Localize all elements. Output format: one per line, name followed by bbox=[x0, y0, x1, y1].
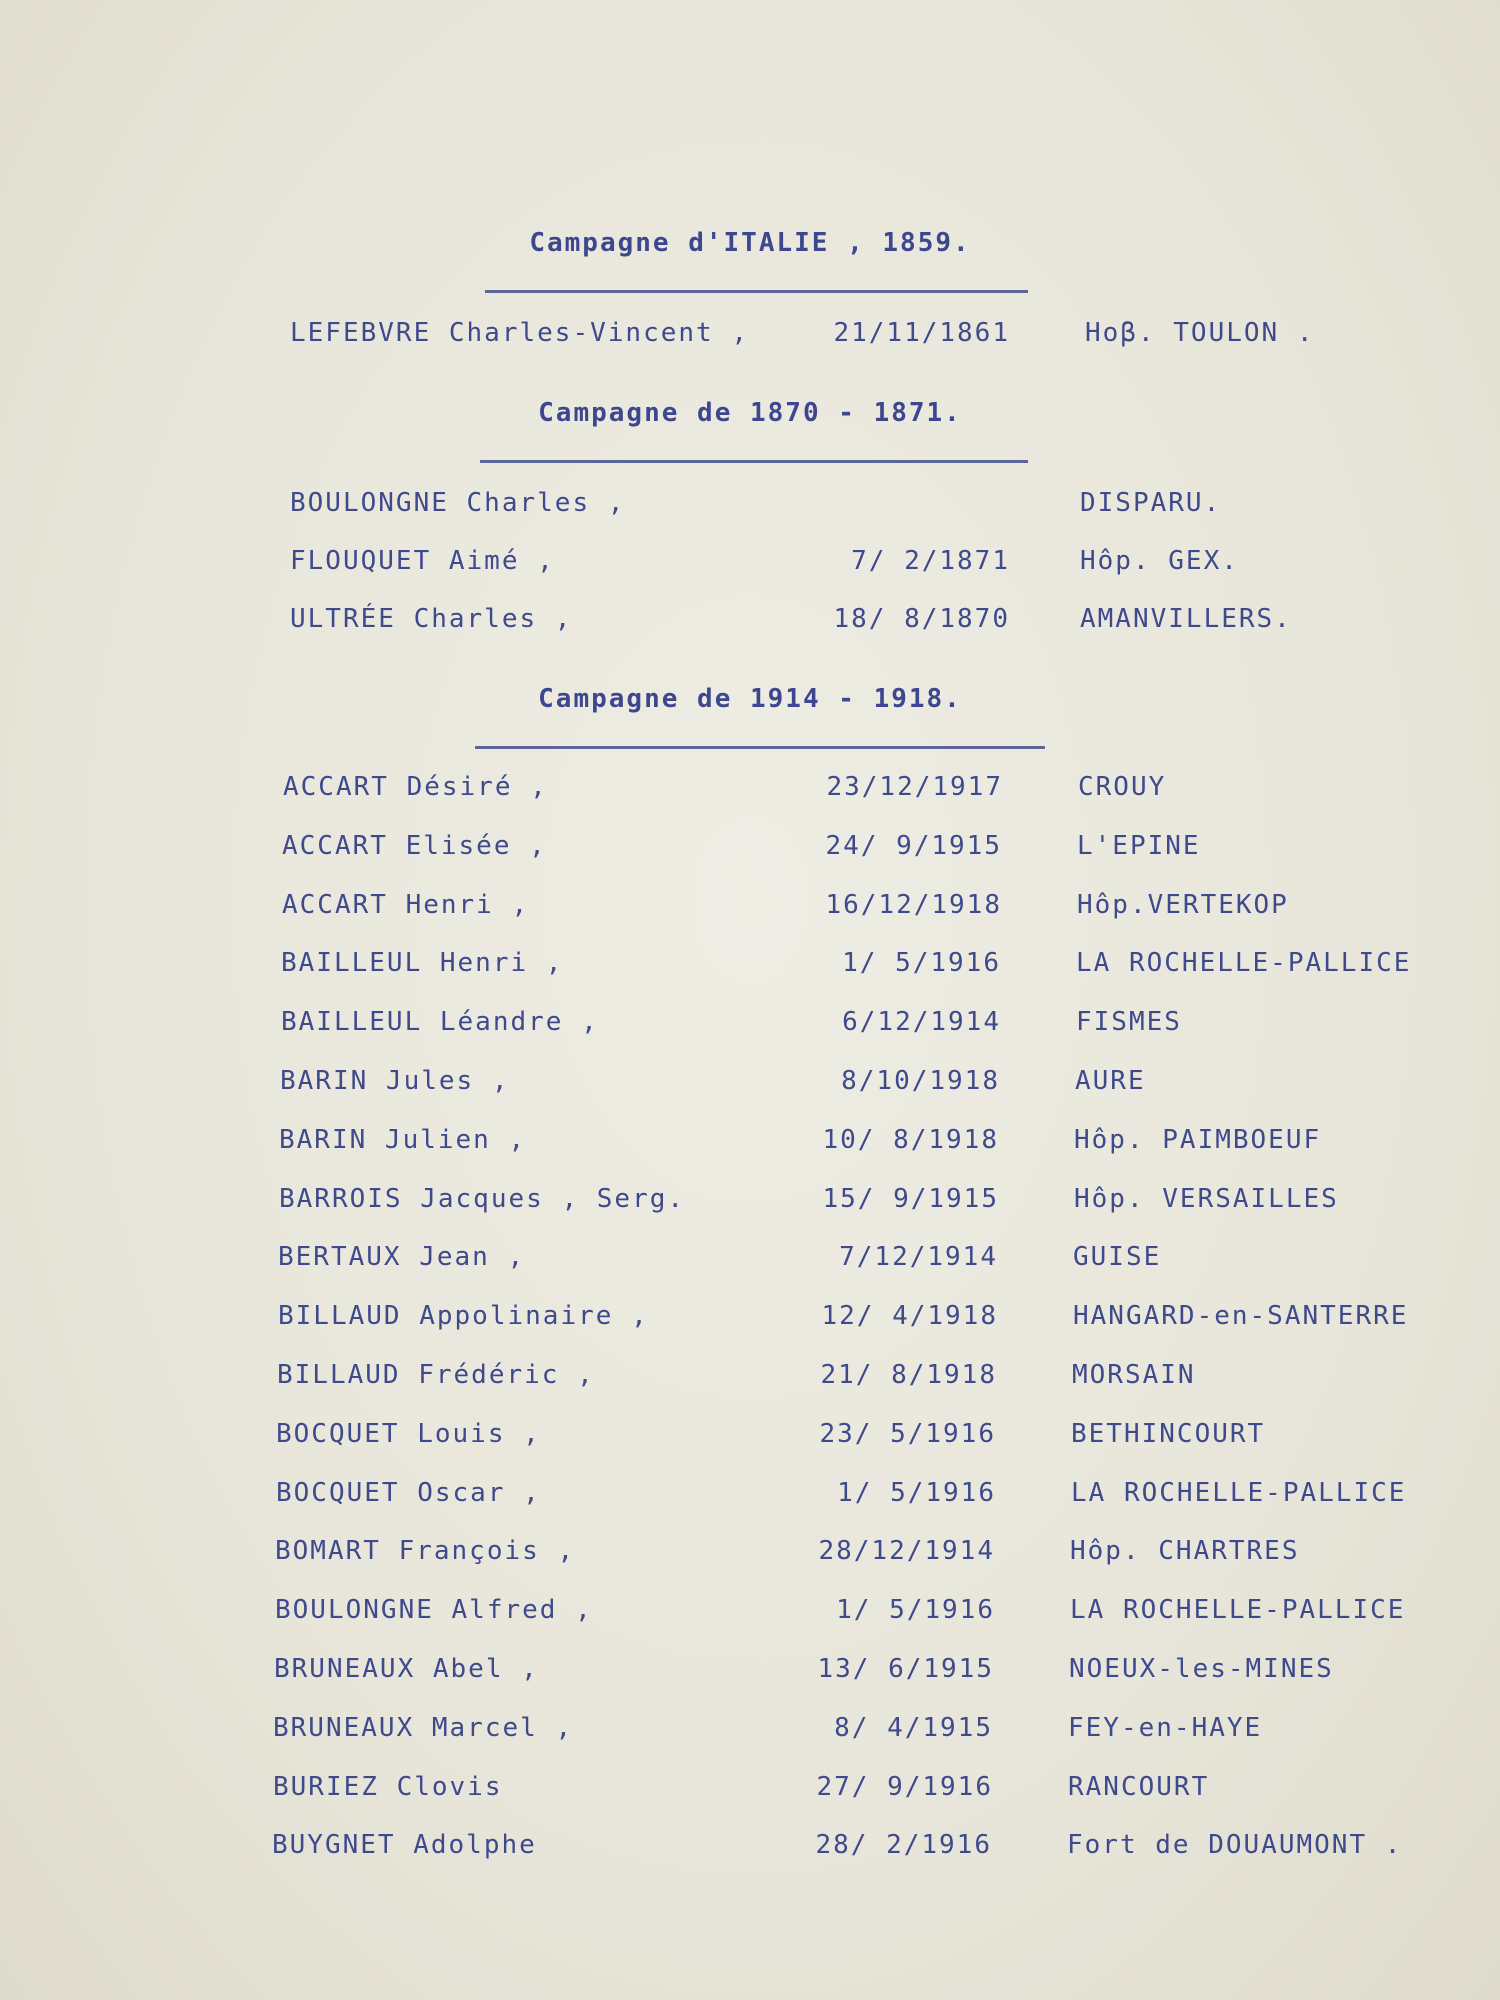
entry-date: 8/10/1918 bbox=[841, 1066, 1000, 1096]
entry-date: 27/ 9/1916 bbox=[816, 1771, 993, 1802]
entry-place: Hoβ. TOULON . bbox=[1085, 318, 1315, 348]
entry-place: L'EPINE bbox=[1077, 830, 1201, 861]
entry-name: ULTRÉE Charles , bbox=[290, 604, 573, 634]
list-item bbox=[272, 1830, 1452, 1870]
entry-place: AMANVILLERS. bbox=[1080, 604, 1292, 634]
entry-date: 23/12/1917 bbox=[826, 772, 1003, 802]
entry-place: FISMES bbox=[1076, 1007, 1182, 1038]
entry-date: 13/ 6/1915 bbox=[817, 1654, 994, 1684]
entry-place: FEY-en-HAYE bbox=[1068, 1712, 1263, 1743]
section-heading-1870: Campagne de 1870 - 1871. bbox=[538, 398, 962, 428]
list-item bbox=[279, 1125, 1459, 1165]
entry-date: 6/12/1914 bbox=[842, 1007, 1001, 1038]
list-item bbox=[282, 890, 1462, 930]
entry-date: 28/ 2/1916 bbox=[815, 1830, 992, 1861]
entry-date: 15/ 9/1915 bbox=[822, 1183, 999, 1214]
section-rule bbox=[480, 460, 1028, 463]
entry-place: Hôp. CHARTRES bbox=[1070, 1536, 1300, 1567]
list-item bbox=[275, 1595, 1455, 1635]
entry-place: MORSAIN bbox=[1072, 1360, 1196, 1390]
list-item bbox=[276, 1478, 1456, 1518]
entry-name: ACCART Henri , bbox=[282, 889, 530, 920]
entry-name: BERTAUX Jean , bbox=[278, 1242, 526, 1273]
section-rule bbox=[475, 746, 1045, 749]
entry-date: 21/ 8/1918 bbox=[820, 1360, 997, 1390]
entry-date: 7/12/1914 bbox=[839, 1242, 998, 1273]
entry-name: BOMART François , bbox=[275, 1536, 576, 1567]
entry-name: BUYGNET Adolphe bbox=[272, 1830, 537, 1861]
list-item bbox=[283, 772, 1463, 812]
entry-place: Fort de DOUAUMONT . bbox=[1067, 1830, 1403, 1861]
entry-name: BARIN Julien , bbox=[279, 1124, 527, 1155]
list-item bbox=[273, 1713, 1453, 1753]
entry-date: 28/12/1914 bbox=[818, 1536, 995, 1567]
list-item bbox=[275, 1536, 1455, 1576]
entry-name: BILLAUD Frédéric , bbox=[277, 1360, 595, 1390]
entry-name: BARROIS Jacques , Serg. bbox=[279, 1183, 686, 1214]
list-item bbox=[290, 488, 1450, 528]
entry-name: BAILLEUL Léandre , bbox=[281, 1007, 599, 1038]
entry-date: 1/ 5/1916 bbox=[842, 948, 1001, 979]
entry-date: 1/ 5/1916 bbox=[836, 1595, 995, 1626]
entry-name: LEFEBVRE Charles-Vincent , bbox=[290, 318, 749, 348]
list-item bbox=[273, 1772, 1453, 1812]
entry-place: RANCOURT bbox=[1068, 1771, 1210, 1802]
entry-date: 7/ 2/1871 bbox=[851, 546, 1010, 576]
list-item bbox=[279, 1184, 1459, 1224]
entry-place: Hôp.VERTEKOP bbox=[1077, 889, 1289, 920]
entry-name: BAILLEUL Henri , bbox=[281, 948, 564, 979]
entry-date: 21/11/1861 bbox=[833, 318, 1010, 348]
entry-name: BARIN Jules , bbox=[280, 1066, 510, 1096]
entry-place: Hôp. VERSAILLES bbox=[1074, 1183, 1339, 1214]
section-rule bbox=[485, 290, 1028, 293]
entry-date: 12/ 4/1918 bbox=[821, 1301, 998, 1332]
entry-date: 24/ 9/1915 bbox=[825, 830, 1002, 861]
entry-place: Hôp. PAIMBOEUF bbox=[1074, 1124, 1322, 1155]
list-item bbox=[282, 831, 1462, 871]
entry-name: BRUNEAUX Marcel , bbox=[273, 1712, 574, 1743]
entry-name: BOCQUET Oscar , bbox=[276, 1477, 541, 1508]
entry-place: GUISE bbox=[1073, 1242, 1162, 1273]
entry-name: FLOUQUET Aimé , bbox=[290, 546, 555, 576]
section-heading-italie: Campagne d'ITALIE , 1859. bbox=[529, 228, 971, 258]
list-item bbox=[290, 546, 1450, 586]
entry-name: BOULONGNE Alfred , bbox=[275, 1595, 593, 1626]
entry-place: BETHINCOURT bbox=[1071, 1418, 1266, 1449]
entry-name: BRUNEAUX Abel , bbox=[274, 1654, 539, 1684]
list-item bbox=[290, 318, 1450, 358]
list-item bbox=[277, 1360, 1457, 1400]
entry-date: 8/ 4/1915 bbox=[834, 1712, 993, 1743]
entry-name: BOCQUET Louis , bbox=[276, 1418, 541, 1449]
list-item bbox=[281, 948, 1461, 988]
list-item bbox=[276, 1419, 1456, 1459]
section-heading-1914: Campagne de 1914 - 1918. bbox=[538, 684, 962, 714]
entry-date: 18/ 8/1870 bbox=[833, 604, 1010, 634]
entry-place: Hôp. GEX. bbox=[1080, 546, 1239, 576]
entry-date: 1/ 5/1916 bbox=[837, 1477, 996, 1508]
entry-name: BILLAUD Appolinaire , bbox=[278, 1301, 649, 1332]
entry-date: 16/12/1918 bbox=[825, 889, 1002, 920]
entry-place: DISPARU. bbox=[1080, 488, 1222, 518]
entry-place: LA ROCHELLE-PALLICE bbox=[1071, 1477, 1407, 1508]
entry-name: ACCART Désiré , bbox=[283, 772, 548, 802]
list-item bbox=[290, 604, 1450, 644]
entry-name: ACCART Elisée , bbox=[282, 830, 547, 861]
entry-place: AURE bbox=[1075, 1066, 1146, 1096]
entry-place: CROUY bbox=[1078, 772, 1167, 802]
list-item bbox=[274, 1654, 1454, 1694]
entry-place: LA ROCHELLE-PALLICE bbox=[1070, 1595, 1406, 1626]
entry-place: LA ROCHELLE-PALLICE bbox=[1076, 948, 1412, 979]
entry-name: BOULONGNE Charles , bbox=[290, 488, 626, 518]
entry-date: 10/ 8/1918 bbox=[822, 1124, 999, 1155]
list-item bbox=[281, 1007, 1461, 1047]
list-item bbox=[278, 1242, 1458, 1282]
entry-place: HANGARD-en-SANTERRE bbox=[1073, 1301, 1409, 1332]
list-item bbox=[278, 1301, 1458, 1341]
entry-place: NOEUX-les-MINES bbox=[1069, 1654, 1334, 1684]
entry-date: 23/ 5/1916 bbox=[819, 1418, 996, 1449]
list-item bbox=[280, 1066, 1460, 1106]
entry-name: BURIEZ Clovis bbox=[273, 1771, 503, 1802]
